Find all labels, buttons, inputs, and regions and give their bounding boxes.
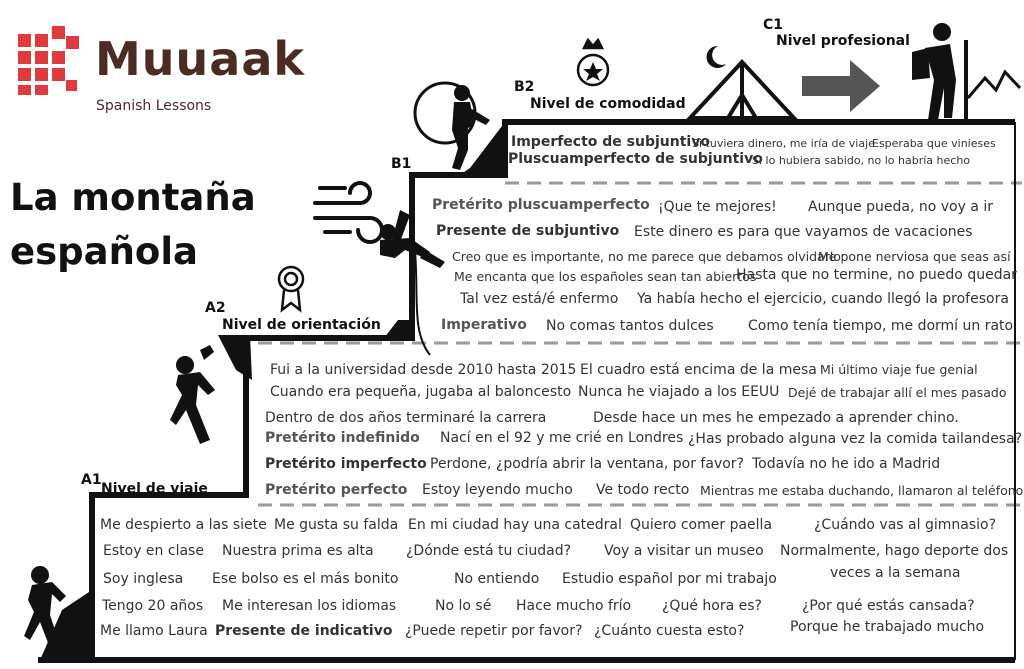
phrase-b1: ¡Que te mejores! (658, 199, 777, 215)
level-b1-code: B1 (391, 156, 412, 172)
brand-name: Muuaak (95, 32, 305, 86)
phrase-a1: ¿Dónde está tu ciudad? (406, 543, 572, 559)
phrase-a1: Me despierto a las siete (100, 517, 267, 533)
level-c1-code: C1 (763, 17, 784, 33)
phrase-a1: Soy inglesa (103, 571, 184, 587)
phrase-b1: Creo que es importante, no me parece que debamos olvidarlo (452, 249, 841, 264)
phrase-a1: ¿Qué hora es? (662, 598, 762, 614)
phrase-b2: Si lo hubiera sabido, no lo habría hecho (752, 154, 971, 167)
phrase-a1: ¿Puede repetir por favor? (405, 623, 583, 639)
climber-icon-a2 (170, 345, 215, 444)
phrase-b1: Aunque pueda, no voy a ir (808, 199, 994, 215)
phrase-a1: En mi ciudad hay una catedral (408, 517, 622, 533)
phrase-b2: Esperaba que vinieses (872, 137, 996, 150)
mountains-icon (968, 72, 1020, 98)
phrase-a1: veces a la semana (830, 565, 961, 581)
phrase-a2: Nací en el 92 y me crié en Londres (440, 430, 684, 446)
phrase-a1: Tengo 20 años (102, 598, 204, 614)
phrase-a2: ¿Has probado alguna vez la comida tailandesa? (688, 431, 1023, 447)
phrase-a1: No entiendo (454, 571, 540, 587)
hiker-icon (912, 23, 968, 120)
phrase-a2: Mi último viaje fue genial (820, 362, 978, 377)
phrase-b1: Ya había hecho el ejercicio, cuando llegó la profesora (637, 291, 1009, 307)
award-ribbon-icon (279, 267, 303, 310)
tense-preterito-imperfecto: Pretérito imperfecto (265, 456, 427, 472)
tense-preterito-indefinido: Pretérito indefinido (265, 430, 420, 446)
phrase-b1: Me encanta que los españoles sean tan abiertos (454, 269, 757, 284)
tense-pluscuamperfecto-subjuntivo: Pluscuamperfecto de subjuntivo (508, 151, 763, 167)
phrase-a2: Fui a la universidad desde 2010 hasta 2015 (270, 362, 577, 378)
level-a2-name: Nivel de orientación (222, 317, 381, 333)
phrase-a2: El cuadro está encima de la mesa (580, 362, 817, 378)
phrase-a1: Quiero comer paella (630, 517, 773, 533)
tense-preterito-perfecto: Pretérito perfecto (265, 482, 408, 498)
logo-grid-icon (18, 26, 79, 95)
crown-star-badge-icon (578, 40, 608, 85)
phrase-a2: Mientras me estaba duchando, llamaron al teléfono (700, 483, 1024, 498)
phrase-a1: Me interesan los idiomas (222, 598, 397, 614)
title-line2: española (10, 230, 198, 273)
phrase-a2: Todavía no he ido a Madrid (752, 456, 941, 472)
level-a1-name: Nivel de viaje (101, 481, 208, 497)
phrase-b1: Me pone nerviosa que seas así (818, 249, 1011, 264)
level-a1-code: A1 (81, 472, 102, 488)
level-b2-name: Nivel de comodidad (530, 96, 686, 112)
phrase-a1: Me llamo Laura (100, 623, 208, 639)
level-b2-code: B2 (514, 79, 535, 95)
phrase-a1: Nuestra prima es alta (222, 543, 374, 559)
level-c1-name: Nivel profesional (776, 33, 910, 49)
phrase-a1: ¿Cuándo vas al gimnasio? (814, 517, 997, 533)
moon-icon (707, 46, 726, 68)
phrase-a2: Desde hace un mes he empezado a aprender chino. (593, 410, 959, 426)
phrase-a1: Estudio español por mi trabajo (562, 571, 777, 587)
phrase-a1: Porque he trabajado mucho (790, 619, 985, 635)
phrase-a2: Dejé de trabajar allí el mes pasado (788, 385, 1007, 400)
phrase-a2: Perdone, ¿podría abrir la ventana, por favor? (430, 456, 744, 472)
tent-icon (690, 62, 794, 118)
phrase-a1: Estoy en clase (103, 543, 204, 559)
phrase-b2: Si tuviera dinero, me iría de viaje (692, 137, 875, 150)
brand-subtitle: Spanish Lessons (96, 98, 212, 114)
phrase-a1: Voy a visitar un museo (604, 543, 764, 559)
phrase-b1: No comas tantos dulces (546, 318, 714, 334)
rock-b1 (384, 320, 412, 338)
tense-imperativo: Imperativo (441, 317, 527, 333)
phrase-a1: Ese bolso es el más bonito (212, 571, 399, 587)
phrase-b1: Como tenía tiempo, me dormí un rato (748, 318, 1014, 334)
phrase-a1: Me gusta su falda (274, 517, 399, 533)
arrow-right-icon (802, 60, 880, 112)
phrase-a2: Cuando era pequeña, jugaba al baloncesto (270, 384, 572, 400)
rock-a2 (218, 335, 252, 380)
level-a2-code: A2 (205, 300, 226, 316)
tense-preterito-pluscuamperfecto: Pretérito pluscuamperfecto (432, 197, 650, 213)
phrase-b1: Este dinero es para que vayamos de vacaciones (634, 224, 973, 240)
phrase-a2: Dentro de dos años terminaré la carrera (265, 410, 547, 426)
phrase-a1: No lo sé (435, 598, 492, 614)
phrase-a1: Hace mucho frío (516, 598, 632, 614)
tense-presente-indicativo: Presente de indicativo (215, 623, 393, 639)
wind-icon (315, 183, 382, 242)
phrase-b1: Hasta que no termine, no puedo quedar (736, 267, 1017, 283)
tense-presente-subjuntivo: Presente de subjuntivo (436, 223, 620, 239)
phrase-a1: Normalmente, hago deporte dos (780, 543, 1009, 559)
phrase-a1: ¿Cuánto cuesta esto? (594, 623, 745, 639)
phrase-a1: ¿Por qué estás cansada? (802, 598, 975, 614)
phrase-a2: Ve todo recto (596, 482, 690, 498)
title-line1: La montaña (10, 176, 256, 219)
tense-imperfecto-subjuntivo: Imperfecto de subjuntivo (511, 134, 710, 150)
phrase-a2: Estoy leyendo mucho (422, 482, 573, 498)
phrase-a2: Nunca he viajado a los EEUU (578, 384, 780, 400)
phrase-b1: Tal vez está/é enfermo (460, 291, 619, 307)
